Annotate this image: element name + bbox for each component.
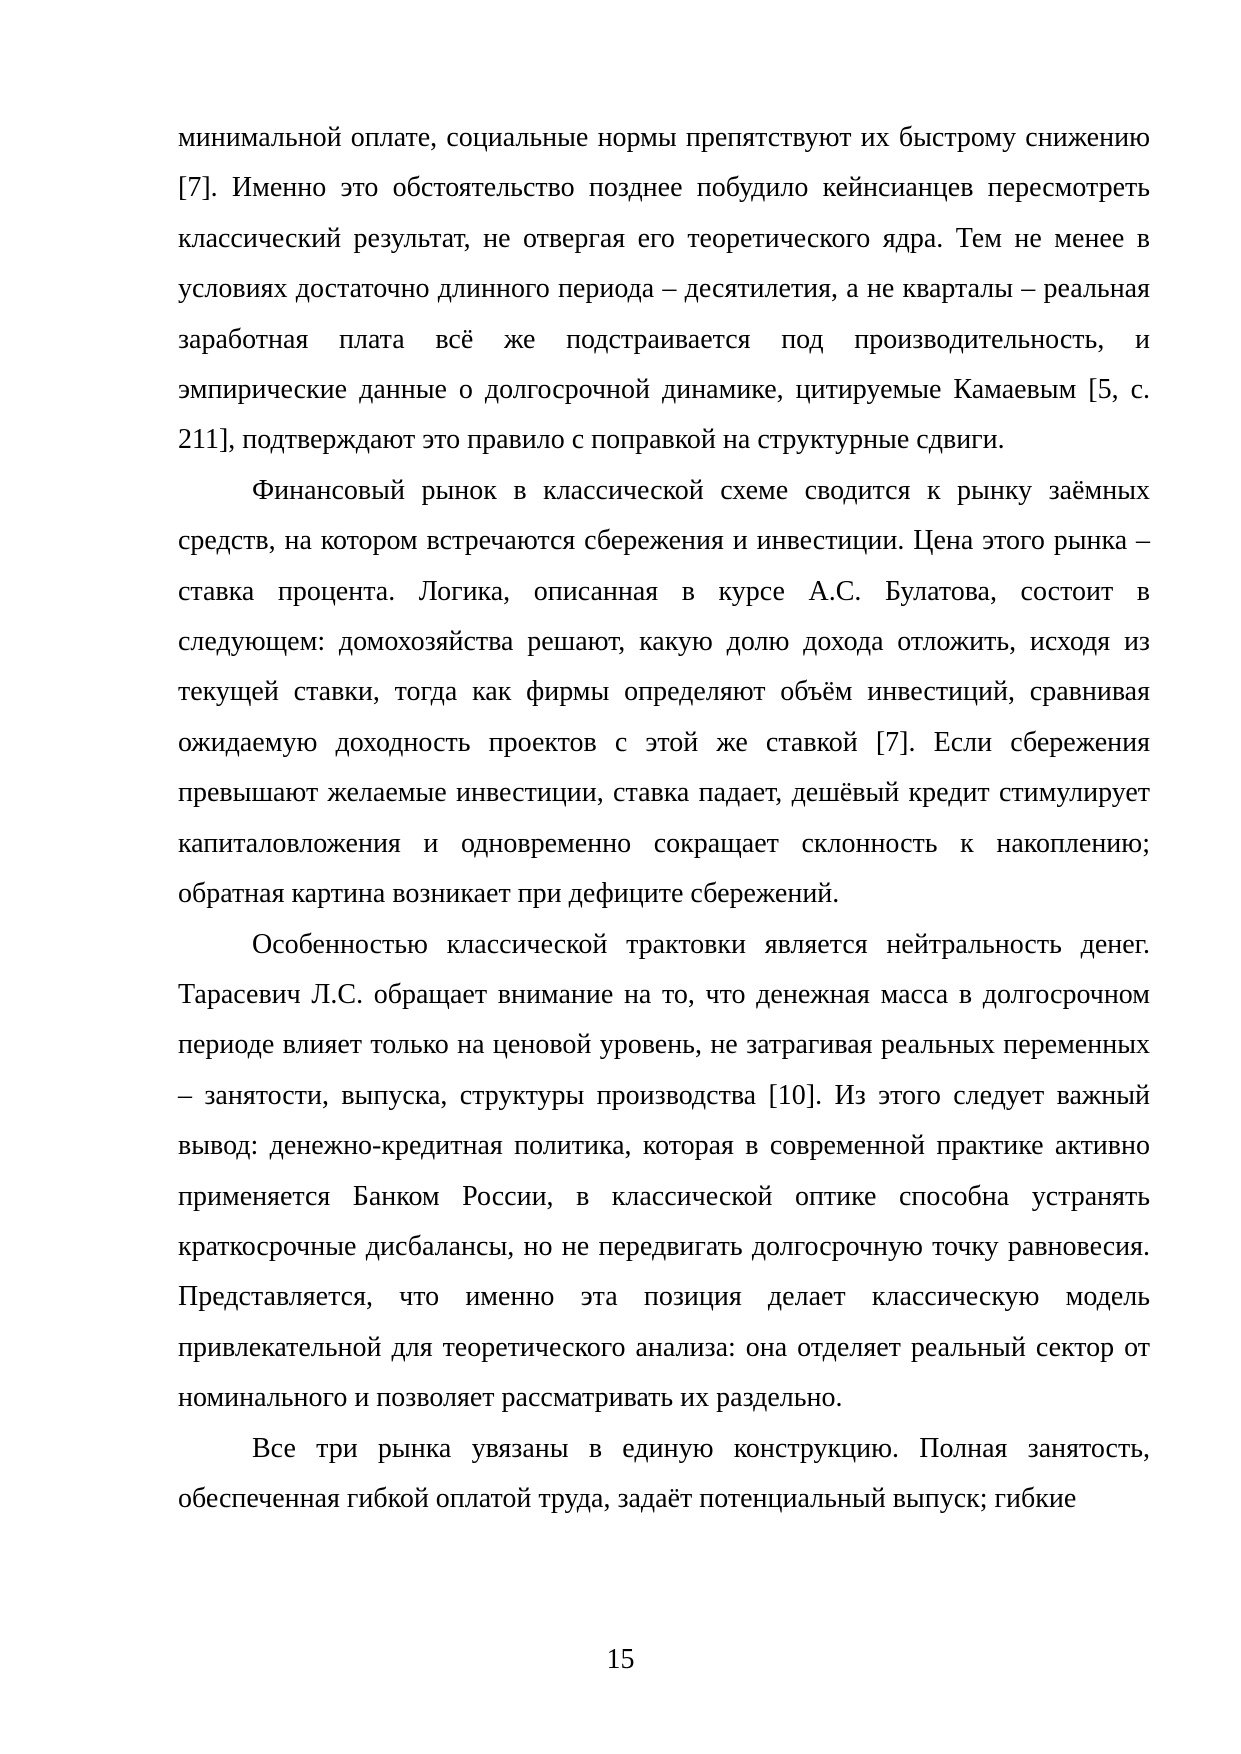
paragraph-continuation: минимальной оплате, социальные нормы препятствуют их быстрому снижению [7]. Именно это обстоятельство позднее побудило кейнсианцев пересмотреть классический результат, не отвергая его теоретического ядра. Тем не менее в условиях достаточно длинного периода – десятилетия, а не кварталы – реальная заработная плата всё же подстраивается под производительность, и эмпирические данные о долгосрочной динамике, цитируемые Камаевым [5, с. 211], подтверждают это правило с поправкой на структурные сдвиги. [178, 122, 1150, 456]
paragraph-money-neutrality: Особенностью классической трактовки является нейтральность денег. Тарасевич Л.С. обращает внимание на то, что денежная масса в долгосрочном периоде влияет только на ценовой уровень, не затрагивая реальных переменных – занятости, выпуска, структуры производства [10]. Из этого следует важный вывод: денежно-кредитная политика, которая в современной практике активно применяется Банком России, в классической оптике способна устранять краткосрочные дисбалансы, но не передвигать долгосрочную точку равновесия. Представляется, что именно эта позиция делает классическую модель привлекательной для теоретического анализа: она отделяет реальный сектор от номинального и позволяет рассматривать их раздельно. [178, 928, 1150, 1414]
paragraph-financial-market: Финансовый рынок в классической схеме сводится к рынку заёмных средств, на котором встречаются сбережения и инвестиции. Цена этого рынка – ставка процента. Логика, описанная в курсе А.С. Булатова, состоит в следующем: домохозяйства решают, какую долю дохода отложить, исходя из текущей ставки, тогда как фирмы определяют объём инвестиций, сравнивая ожидаемую доходность проектов с этой же ставкой [7]. Если сбережения превышают желаемые инвестиции, ставка падает, дешёвый кредит стимулирует капиталовложения и одновременно сокращает склонность к накоплению; обратная картина возникает при дефиците сбережений. [178, 474, 1150, 910]
page-number: 15 [606, 1644, 635, 1675]
document-body [178, 113, 1150, 1524]
paragraph-three-markets: Все три рынка увязаны в единую конструкцию. Полная занятость, обеспеченная гибкой оплатой труда, задаёт потенциальный выпуск; гибкие [178, 1432, 1150, 1514]
